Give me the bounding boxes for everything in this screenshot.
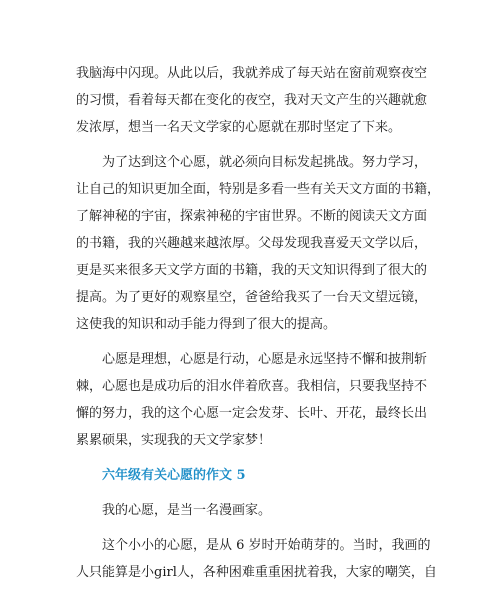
section-heading: 六年级有关心愿的作文 5 <box>102 468 246 483</box>
paragraph-4 <box>76 497 420 524</box>
paragraph-2 <box>76 149 441 338</box>
text-line: 更是买来很多天文学方面的书籍，我的天文知识得到了很大的 <box>76 263 428 278</box>
text-line: 懈的努力，我的这个心愿一定会发芽、长叶、开花，最终长出 <box>76 406 428 421</box>
text-line: 累累硕果，实现我的天文学家梦！ <box>76 433 272 448</box>
text-line: 这个小小的心愿，是从 6 岁时开始萌芽的。当时，我画的 <box>102 538 431 553</box>
paragraph-1 <box>76 60 428 141</box>
text-line: 让自己的知识更加全面，特别是多看一些有关天文方面的书籍， <box>76 182 441 197</box>
document-body <box>76 60 441 594</box>
text-line: 的习惯，看着每天都在变化的夜空，我对天文产生的兴趣就愈 <box>76 93 428 108</box>
text-line: 我的心愿，是当一名漫画家。 <box>102 503 272 518</box>
text-line: 提高。为了更好的观察星空，爸爸给我买了一台天文望远镜， <box>76 290 428 305</box>
text-line: 心愿是理想，心愿是行动，心愿是永远坚持不懈和披荆斩 <box>102 352 428 367</box>
text-line: 我脑海中闪现。从此以后，我就养成了每天站在窗前观察夜空 <box>76 66 428 81</box>
paragraph-5 <box>76 532 437 586</box>
text-line: 人只能算是小girl人，各种困难重重困扰着我，大家的嘲笑，自 <box>76 565 437 580</box>
text-line: 为了达到这个心愿，就必须向目标发起挑战。努力学习， <box>102 155 428 170</box>
text-line: 棘，心愿也是成功后的泪水伴着欣喜。我相信，只要我坚持不 <box>76 379 428 394</box>
paragraph-3 <box>76 346 428 454</box>
text-line: 的书籍，我的兴趣越来越浓厚。父母发现我喜爱天文学以后， <box>76 236 428 251</box>
text-line: 了解神秘的宇宙，探索神秘的宇宙世界。不断的阅读天文方面 <box>76 209 428 224</box>
text-line: 这使我的知识和动手能力得到了很大的提高。 <box>76 317 337 332</box>
text-line: 发浓厚，想当一名天文学家的心愿就在那时坚定了下来。 <box>76 120 402 135</box>
